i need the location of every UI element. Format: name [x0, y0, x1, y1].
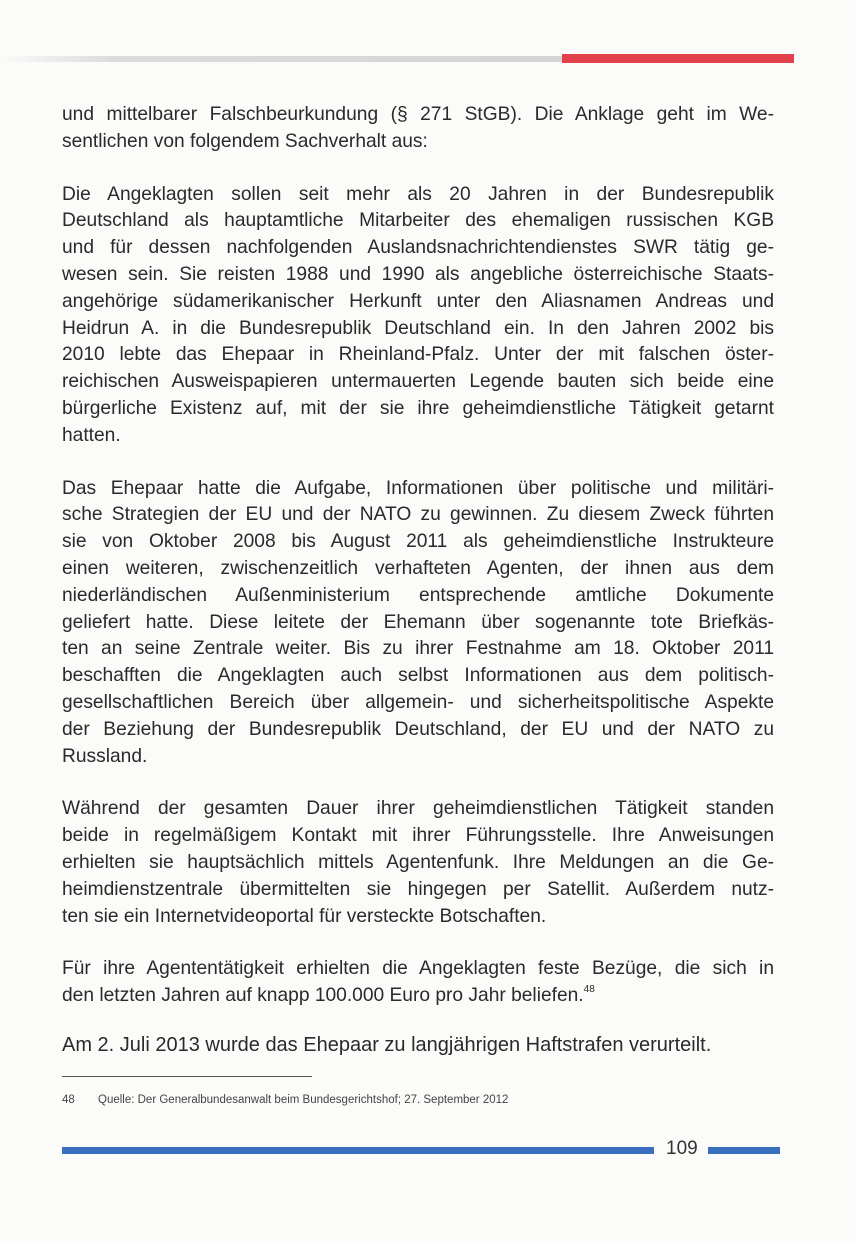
text-line: beschafften die Angeklagten auch selbst Informationen aus dem politisch-: [62, 665, 774, 687]
text-line: ten an seine Zentrale weiter. Bis zu ihrer Festnahme am 18. Oktober 2011: [62, 638, 774, 660]
text-line: angehörige südamerikanischer Herkunft unter den Aliasnamen Andreas und: [62, 290, 774, 312]
paragraph-2: [62, 182, 774, 450]
footnote: [62, 1094, 508, 1106]
text-line: Deutschland als hauptamtliche Mitarbeiter des ehemaligen russischen KGB: [62, 210, 774, 232]
body-text: [62, 102, 774, 1059]
text-line: sie von Oktober 2008 bis August 2011 als geheimdienstliche Instrukteure: [62, 531, 774, 553]
footer-rule-right: [708, 1147, 780, 1154]
header-rule-gray: [0, 56, 562, 62]
footnote-text: Quelle: Der Generalbundesanwalt beim Bundesgerichtshof; 27. September 2012: [98, 1094, 509, 1106]
text-line: ten sie ein Internetvideoportal für versteckte Botschaften.: [62, 905, 547, 927]
paragraph-1: [62, 102, 774, 156]
text-line: Das Ehepaar hatte die Aufgabe, Informationen über politische und militäri-: [62, 477, 774, 499]
text-line: Die Angeklagten sollen seit mehr als 20 Jahren in der Bundesrepublik: [62, 183, 774, 205]
text-line: geliefert hatte. Diese leitete der Ehemann über sogenannte tote Briefkäs-: [62, 611, 774, 633]
text-line-content: den letzten Jahren auf knapp 100.000 Euro pro Jahr beliefen.: [62, 985, 584, 1007]
text-line: und mittelbarer Falschbeurkundung (§ 271 StGB). Die Anklage geht im We-: [62, 104, 774, 125]
text-line: heimdienstzentrale übermittelten sie hingegen per Satellit. Außerdem nutz-: [62, 878, 774, 900]
page-number: 109: [666, 1138, 698, 1159]
text-line: der Beziehung der Bundesrepublik Deutschland, der EU und der NATO zu: [62, 718, 774, 740]
paragraph-4: [62, 796, 774, 930]
text-line: erhielten sie hauptsächlich mittels Agentenfunk. Ihre Meldungen an die Ge-: [62, 851, 774, 873]
text-line: sentlichen von folgendem Sachverhalt aus:: [62, 130, 428, 152]
text-line: Für ihre Agententätigkeit erhielten die Angeklagten feste Bezüge, die sich in: [62, 958, 774, 980]
paragraph-5: [62, 956, 774, 1010]
closing-sentence: Am 2. Juli 2013 wurde das Ehepaar zu langjährigen Haftstrafen verurteilt.: [62, 1033, 712, 1056]
footnote-number: 48: [62, 1094, 75, 1106]
text-line: sche Strategien der EU und der NATO zu gewinnen. Zu diesem Zweck führten: [62, 504, 774, 526]
footer-rule-left: [62, 1147, 654, 1154]
text-line: [62, 983, 774, 1010]
text-line: beide in regelmäßigem Kontakt mit ihrer Führungsstelle. Ihre Anweisungen: [62, 825, 774, 847]
footnote-divider: [62, 1076, 312, 1077]
text-line: 2010 lebte das Ehepaar in Rheinland-Pfalz. Unter der mit falschen öster-: [62, 344, 774, 366]
footnote-reference: 48: [583, 984, 595, 996]
text-line: Heidrun A. in die Bundesrepublik Deutschland ein. In den Jahren 2002 bis: [62, 317, 774, 339]
text-line: hatten.: [62, 424, 121, 446]
text-line: Russland.: [62, 745, 148, 767]
paragraph-3: [62, 476, 774, 771]
text-line: reichischen Ausweispapieren untermauerten Legende bauten sich beide eine: [62, 371, 774, 393]
text-line: wesen sein. Sie reisten 1988 und 1990 als angebliche österreichische Staats-: [62, 263, 774, 285]
text-line: gesellschaftlichen Bereich über allgemein- und sicherheitspolitische Aspekte: [62, 691, 774, 713]
text-line: niederländischen Außenministerium entsprechende amtliche Dokumente: [62, 584, 774, 606]
text-line: und für dessen nachfolgenden Auslandsnachrichtendienstes SWR tätig ge-: [62, 237, 774, 259]
text-line: bürgerliche Existenz auf, mit der sie ihre geheimdienstliche Tätigkeit getarnt: [62, 397, 774, 419]
text-line: einen weiteren, zwischenzeitlich verhafteten Agenten, der ihnen aus dem: [62, 557, 774, 579]
header-rule-red: [562, 54, 794, 63]
text-line: Während der gesamten Dauer ihrer geheimdienstlichen Tätigkeit standen: [62, 798, 774, 820]
